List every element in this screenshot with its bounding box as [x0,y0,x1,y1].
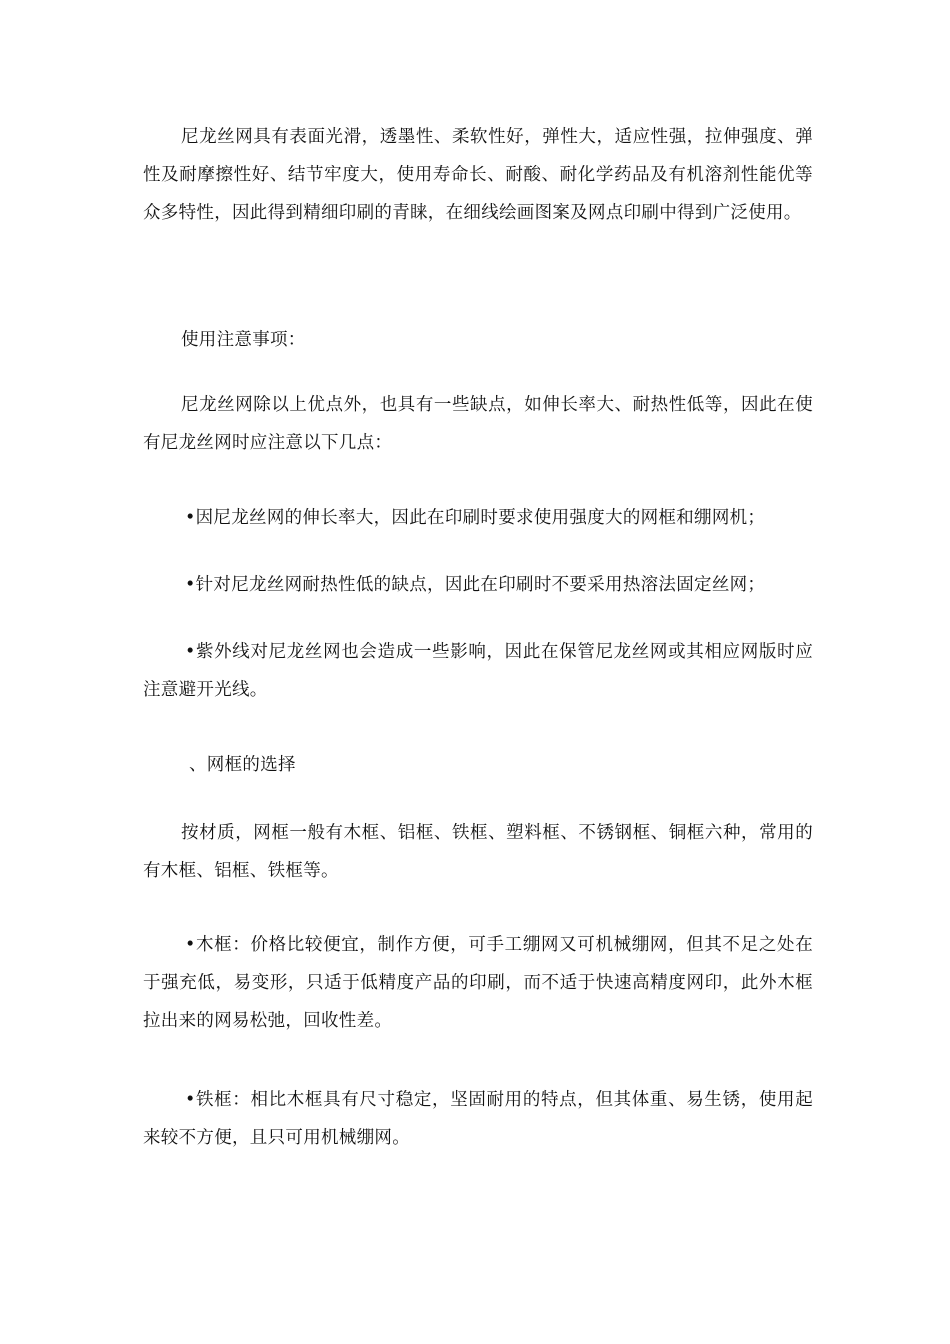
bullet-item-iron-frame: •铁框：相比木框具有尺寸稳定，坚固耐用的特点，但其体重、易生锈，使用起来较不方便，且只可用机械绷网。 [143,1090,813,1148]
paragraph-frame-materials: 按材质，网框一般有木框、铝框、铁框、塑料框、不锈钢框、铜框六种，常用的有木框、铝框、铁框等。 [143,823,813,881]
bullet-item-wooden-frame: •木框：价格比较便宜，制作方便，可手工绷网又可机械绷网，但其不足之处在于强充低，易变形，只适于低精度产品的印刷，而不适于快速高精度网印，此外木框拉出来的网易松弛，回收性差。 [143,935,813,1031]
bullet-item-heat-resistance: •针对尼龙丝网耐热性低的缺点，因此在印刷时不要采用热溶法固定丝网； [185,575,766,595]
bullet-item-elongation: •因尼龙丝网的伸长率大，因此在印刷时要求使用强度大的网框和绷网机； [185,508,766,528]
bullet-item-ultraviolet: •紫外线对尼龙丝网也会造成一些影响，因此在保管尼龙丝网或其相应网版时应注意避开光线。 [143,642,813,700]
paragraph-nylon-mesh-properties: 尼龙丝网具有表面光滑，透墨性、柔软性好，弹性大，适应性强，拉伸强度、弹性及耐摩擦性好、结节牢度大，使用寿命长、耐酸、耐化学药品及有机溶剂性能优等众多特性，因此得到精细印刷的青睐，在细线绘画图案及网点印刷中得到广泛使用。 [143,127,813,223]
paragraph-usage-notes-heading: 使用注意事项： [181,330,306,350]
paragraph-nylon-mesh-drawbacks: 尼龙丝网除以上优点外，也具有一些缺点，如伸长率大、耐热性低等，因此在使有尼龙丝网时应注意以下几点： [143,395,813,453]
section-heading-frame-selection: 、网框的选择 [189,755,296,775]
